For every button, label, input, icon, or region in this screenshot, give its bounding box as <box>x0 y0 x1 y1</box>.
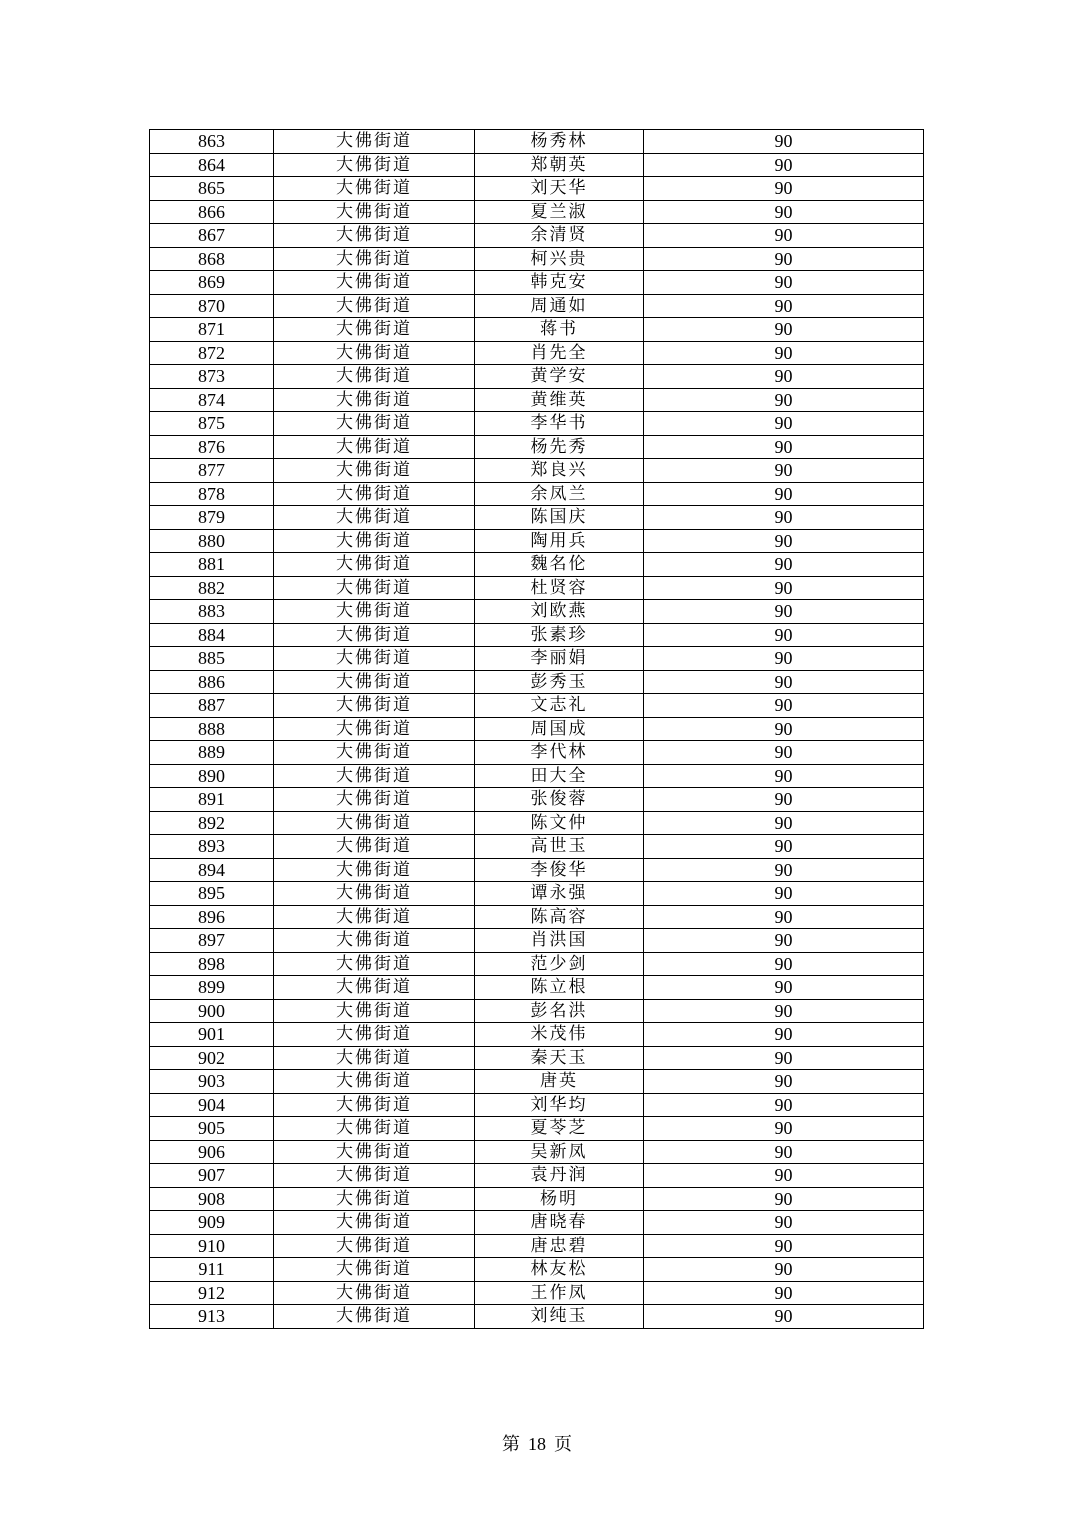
row-number-cell: 907 <box>150 1164 274 1188</box>
name-cell: 彭秀玉 <box>475 670 644 694</box>
table-row <box>150 482 924 506</box>
row-number-cell: 884 <box>150 623 274 647</box>
name-cell: 张俊蓉 <box>475 788 644 812</box>
row-number-cell: 885 <box>150 647 274 671</box>
table-row <box>150 1234 924 1258</box>
street-cell: 大佛街道 <box>274 835 475 859</box>
name-cell: 李丽娟 <box>475 647 644 671</box>
row-number-cell: 906 <box>150 1140 274 1164</box>
name-cell: 林友松 <box>475 1258 644 1282</box>
table-row <box>150 294 924 318</box>
table-row <box>150 576 924 600</box>
name-cell: 蒋书 <box>475 318 644 342</box>
row-number-cell: 879 <box>150 506 274 530</box>
row-number-cell: 904 <box>150 1093 274 1117</box>
name-cell: 陈文仲 <box>475 811 644 835</box>
score-cell: 90 <box>644 318 924 342</box>
street-cell: 大佛街道 <box>274 553 475 577</box>
street-cell: 大佛街道 <box>274 1140 475 1164</box>
score-cell: 90 <box>644 224 924 248</box>
table-row <box>150 952 924 976</box>
table-row <box>150 177 924 201</box>
score-cell: 90 <box>644 764 924 788</box>
name-cell: 余清贤 <box>475 224 644 248</box>
row-number-cell: 880 <box>150 529 274 553</box>
name-cell: 彭名洪 <box>475 999 644 1023</box>
table-row <box>150 835 924 859</box>
street-cell: 大佛街道 <box>274 1070 475 1094</box>
table-row <box>150 999 924 1023</box>
page-number: 18 <box>528 1434 546 1454</box>
table-row <box>150 341 924 365</box>
name-cell: 杨明 <box>475 1187 644 1211</box>
name-cell: 杨秀林 <box>475 130 644 154</box>
name-cell: 刘纯玉 <box>475 1305 644 1329</box>
score-cell: 90 <box>644 177 924 201</box>
name-cell: 谭永强 <box>475 882 644 906</box>
name-cell: 田大全 <box>475 764 644 788</box>
street-cell: 大佛街道 <box>274 600 475 624</box>
name-cell: 肖洪国 <box>475 929 644 953</box>
street-cell: 大佛街道 <box>274 294 475 318</box>
street-cell: 大佛街道 <box>274 247 475 271</box>
row-number-cell: 897 <box>150 929 274 953</box>
street-cell: 大佛街道 <box>274 623 475 647</box>
score-cell: 90 <box>644 529 924 553</box>
table-row <box>150 1093 924 1117</box>
row-number-cell: 905 <box>150 1117 274 1141</box>
street-cell: 大佛街道 <box>274 318 475 342</box>
name-cell: 唐忠碧 <box>475 1234 644 1258</box>
name-cell: 吴新凤 <box>475 1140 644 1164</box>
score-cell: 90 <box>644 1234 924 1258</box>
table-row <box>150 1070 924 1094</box>
table-row <box>150 130 924 154</box>
table-row <box>150 647 924 671</box>
street-cell: 大佛街道 <box>274 153 475 177</box>
score-cell: 90 <box>644 459 924 483</box>
row-number-cell: 864 <box>150 153 274 177</box>
street-cell: 大佛街道 <box>274 882 475 906</box>
table-row <box>150 882 924 906</box>
score-cell: 90 <box>644 388 924 412</box>
table-row <box>150 506 924 530</box>
score-cell: 90 <box>644 623 924 647</box>
street-cell: 大佛街道 <box>274 1093 475 1117</box>
street-cell: 大佛街道 <box>274 929 475 953</box>
name-cell: 郑良兴 <box>475 459 644 483</box>
street-cell: 大佛街道 <box>274 741 475 765</box>
name-cell: 周国成 <box>475 717 644 741</box>
street-cell: 大佛街道 <box>274 412 475 436</box>
street-cell: 大佛街道 <box>274 459 475 483</box>
data-table <box>149 129 924 1329</box>
name-cell: 刘天华 <box>475 177 644 201</box>
street-cell: 大佛街道 <box>274 1258 475 1282</box>
name-cell: 王作凤 <box>475 1281 644 1305</box>
street-cell: 大佛街道 <box>274 1187 475 1211</box>
street-cell: 大佛街道 <box>274 1023 475 1047</box>
street-cell: 大佛街道 <box>274 647 475 671</box>
name-cell: 李俊华 <box>475 858 644 882</box>
street-cell: 大佛街道 <box>274 788 475 812</box>
row-number-cell: 894 <box>150 858 274 882</box>
score-cell: 90 <box>644 200 924 224</box>
table-row <box>150 811 924 835</box>
name-cell: 周通如 <box>475 294 644 318</box>
street-cell: 大佛街道 <box>274 271 475 295</box>
street-cell: 大佛街道 <box>274 1305 475 1329</box>
score-cell: 90 <box>644 130 924 154</box>
row-number-cell: 886 <box>150 670 274 694</box>
street-cell: 大佛街道 <box>274 576 475 600</box>
row-number-cell: 892 <box>150 811 274 835</box>
table-row <box>150 717 924 741</box>
score-cell: 90 <box>644 153 924 177</box>
score-cell: 90 <box>644 1211 924 1235</box>
name-cell: 魏名伦 <box>475 553 644 577</box>
street-cell: 大佛街道 <box>274 1234 475 1258</box>
name-cell: 袁丹润 <box>475 1164 644 1188</box>
score-cell: 90 <box>644 553 924 577</box>
row-number-cell: 899 <box>150 976 274 1000</box>
row-number-cell: 867 <box>150 224 274 248</box>
table-body <box>150 130 924 1329</box>
street-cell: 大佛街道 <box>274 130 475 154</box>
table-row <box>150 247 924 271</box>
score-cell: 90 <box>644 741 924 765</box>
row-number-cell: 910 <box>150 1234 274 1258</box>
score-cell: 90 <box>644 835 924 859</box>
name-cell: 夏苓芝 <box>475 1117 644 1141</box>
table-row <box>150 600 924 624</box>
row-number-cell: 875 <box>150 412 274 436</box>
score-cell: 90 <box>644 435 924 459</box>
street-cell: 大佛街道 <box>274 670 475 694</box>
row-number-cell: 903 <box>150 1070 274 1094</box>
score-cell: 90 <box>644 999 924 1023</box>
score-cell: 90 <box>644 905 924 929</box>
row-number-cell: 896 <box>150 905 274 929</box>
street-cell: 大佛街道 <box>274 976 475 1000</box>
name-cell: 杜贤容 <box>475 576 644 600</box>
row-number-cell: 893 <box>150 835 274 859</box>
score-cell: 90 <box>644 717 924 741</box>
street-cell: 大佛街道 <box>274 1046 475 1070</box>
table-row <box>150 1164 924 1188</box>
table-row <box>150 694 924 718</box>
table-row <box>150 388 924 412</box>
name-cell: 刘华均 <box>475 1093 644 1117</box>
page-footer <box>0 1430 1074 1456</box>
table-row <box>150 1305 924 1329</box>
score-cell: 90 <box>644 1281 924 1305</box>
row-number-cell: 877 <box>150 459 274 483</box>
page-footer-prefix: 第 <box>502 1434 520 1455</box>
name-cell: 范少剑 <box>475 952 644 976</box>
name-cell: 李代林 <box>475 741 644 765</box>
table-row <box>150 365 924 389</box>
name-cell: 韩克安 <box>475 271 644 295</box>
row-number-cell: 912 <box>150 1281 274 1305</box>
row-number-cell: 874 <box>150 388 274 412</box>
street-cell: 大佛街道 <box>274 1117 475 1141</box>
name-cell: 郑朝英 <box>475 153 644 177</box>
street-cell: 大佛街道 <box>274 717 475 741</box>
table-row <box>150 1046 924 1070</box>
row-number-cell: 882 <box>150 576 274 600</box>
table-row <box>150 529 924 553</box>
row-number-cell: 878 <box>150 482 274 506</box>
table-row <box>150 905 924 929</box>
score-cell: 90 <box>644 1046 924 1070</box>
name-cell: 高世玉 <box>475 835 644 859</box>
street-cell: 大佛街道 <box>274 905 475 929</box>
street-cell: 大佛街道 <box>274 200 475 224</box>
row-number-cell: 895 <box>150 882 274 906</box>
row-number-cell: 911 <box>150 1258 274 1282</box>
row-number-cell: 865 <box>150 177 274 201</box>
street-cell: 大佛街道 <box>274 482 475 506</box>
score-cell: 90 <box>644 1305 924 1329</box>
score-cell: 90 <box>644 647 924 671</box>
street-cell: 大佛街道 <box>274 506 475 530</box>
table-row <box>150 623 924 647</box>
name-cell: 文志礼 <box>475 694 644 718</box>
table-row <box>150 224 924 248</box>
name-cell: 柯兴贵 <box>475 247 644 271</box>
row-number-cell: 876 <box>150 435 274 459</box>
table-row <box>150 553 924 577</box>
table-row <box>150 1211 924 1235</box>
row-number-cell: 913 <box>150 1305 274 1329</box>
score-cell: 90 <box>644 670 924 694</box>
row-number-cell: 887 <box>150 694 274 718</box>
name-cell: 唐英 <box>475 1070 644 1094</box>
name-cell: 夏兰淑 <box>475 200 644 224</box>
score-cell: 90 <box>644 506 924 530</box>
table-row <box>150 670 924 694</box>
score-cell: 90 <box>644 694 924 718</box>
row-number-cell: 871 <box>150 318 274 342</box>
row-number-cell: 873 <box>150 365 274 389</box>
table-row <box>150 929 924 953</box>
name-cell: 刘欧燕 <box>475 600 644 624</box>
name-cell: 陈高容 <box>475 905 644 929</box>
page-footer-suffix: 页 <box>554 1434 572 1455</box>
table-row <box>150 741 924 765</box>
score-cell: 90 <box>644 1140 924 1164</box>
row-number-cell: 909 <box>150 1211 274 1235</box>
name-cell: 杨先秀 <box>475 435 644 459</box>
street-cell: 大佛街道 <box>274 1211 475 1235</box>
score-cell: 90 <box>644 811 924 835</box>
street-cell: 大佛街道 <box>274 811 475 835</box>
row-number-cell: 900 <box>150 999 274 1023</box>
row-number-cell: 902 <box>150 1046 274 1070</box>
street-cell: 大佛街道 <box>274 858 475 882</box>
name-cell: 张素珍 <box>475 623 644 647</box>
score-cell: 90 <box>644 412 924 436</box>
street-cell: 大佛街道 <box>274 435 475 459</box>
score-cell: 90 <box>644 952 924 976</box>
score-cell: 90 <box>644 1023 924 1047</box>
score-cell: 90 <box>644 294 924 318</box>
score-cell: 90 <box>644 1258 924 1282</box>
row-number-cell: 869 <box>150 271 274 295</box>
street-cell: 大佛街道 <box>274 764 475 788</box>
name-cell: 米茂伟 <box>475 1023 644 1047</box>
table-row <box>150 318 924 342</box>
score-cell: 90 <box>644 929 924 953</box>
row-number-cell: 898 <box>150 952 274 976</box>
table-row <box>150 459 924 483</box>
street-cell: 大佛街道 <box>274 365 475 389</box>
table-row <box>150 764 924 788</box>
table-row <box>150 1140 924 1164</box>
row-number-cell: 901 <box>150 1023 274 1047</box>
name-cell: 陈国庆 <box>475 506 644 530</box>
street-cell: 大佛街道 <box>274 341 475 365</box>
name-cell: 黄学安 <box>475 365 644 389</box>
row-number-cell: 889 <box>150 741 274 765</box>
score-cell: 90 <box>644 1187 924 1211</box>
name-cell: 黄维英 <box>475 388 644 412</box>
row-number-cell: 890 <box>150 764 274 788</box>
score-cell: 90 <box>644 365 924 389</box>
row-number-cell: 908 <box>150 1187 274 1211</box>
row-number-cell: 866 <box>150 200 274 224</box>
row-number-cell: 868 <box>150 247 274 271</box>
score-cell: 90 <box>644 576 924 600</box>
name-cell: 秦天玉 <box>475 1046 644 1070</box>
score-cell: 90 <box>644 271 924 295</box>
name-cell: 肖先全 <box>475 341 644 365</box>
street-cell: 大佛街道 <box>274 999 475 1023</box>
score-cell: 90 <box>644 341 924 365</box>
table-row <box>150 788 924 812</box>
score-cell: 90 <box>644 247 924 271</box>
table-row <box>150 412 924 436</box>
score-cell: 90 <box>644 482 924 506</box>
row-number-cell: 872 <box>150 341 274 365</box>
street-cell: 大佛街道 <box>274 1164 475 1188</box>
name-cell: 唐晓春 <box>475 1211 644 1235</box>
score-cell: 90 <box>644 1117 924 1141</box>
street-cell: 大佛街道 <box>274 529 475 553</box>
table-row <box>150 1023 924 1047</box>
name-cell: 陈立根 <box>475 976 644 1000</box>
score-cell: 90 <box>644 600 924 624</box>
score-cell: 90 <box>644 1093 924 1117</box>
score-cell: 90 <box>644 1070 924 1094</box>
street-cell: 大佛街道 <box>274 694 475 718</box>
name-cell: 余凤兰 <box>475 482 644 506</box>
street-cell: 大佛街道 <box>274 952 475 976</box>
street-cell: 大佛街道 <box>274 224 475 248</box>
row-number-cell: 888 <box>150 717 274 741</box>
street-cell: 大佛街道 <box>274 388 475 412</box>
table-row <box>150 976 924 1000</box>
table-row <box>150 1187 924 1211</box>
table-row <box>150 271 924 295</box>
score-cell: 90 <box>644 788 924 812</box>
row-number-cell: 863 <box>150 130 274 154</box>
name-cell: 李华书 <box>475 412 644 436</box>
name-cell: 陶用兵 <box>475 529 644 553</box>
score-cell: 90 <box>644 1164 924 1188</box>
row-number-cell: 870 <box>150 294 274 318</box>
table-row <box>150 1117 924 1141</box>
row-number-cell: 891 <box>150 788 274 812</box>
table-row <box>150 1281 924 1305</box>
score-cell: 90 <box>644 882 924 906</box>
table-row <box>150 435 924 459</box>
table-row <box>150 858 924 882</box>
street-cell: 大佛街道 <box>274 1281 475 1305</box>
street-cell: 大佛街道 <box>274 177 475 201</box>
score-cell: 90 <box>644 976 924 1000</box>
table-row <box>150 200 924 224</box>
row-number-cell: 881 <box>150 553 274 577</box>
row-number-cell: 883 <box>150 600 274 624</box>
score-cell: 90 <box>644 858 924 882</box>
table-row <box>150 153 924 177</box>
table-row <box>150 1258 924 1282</box>
